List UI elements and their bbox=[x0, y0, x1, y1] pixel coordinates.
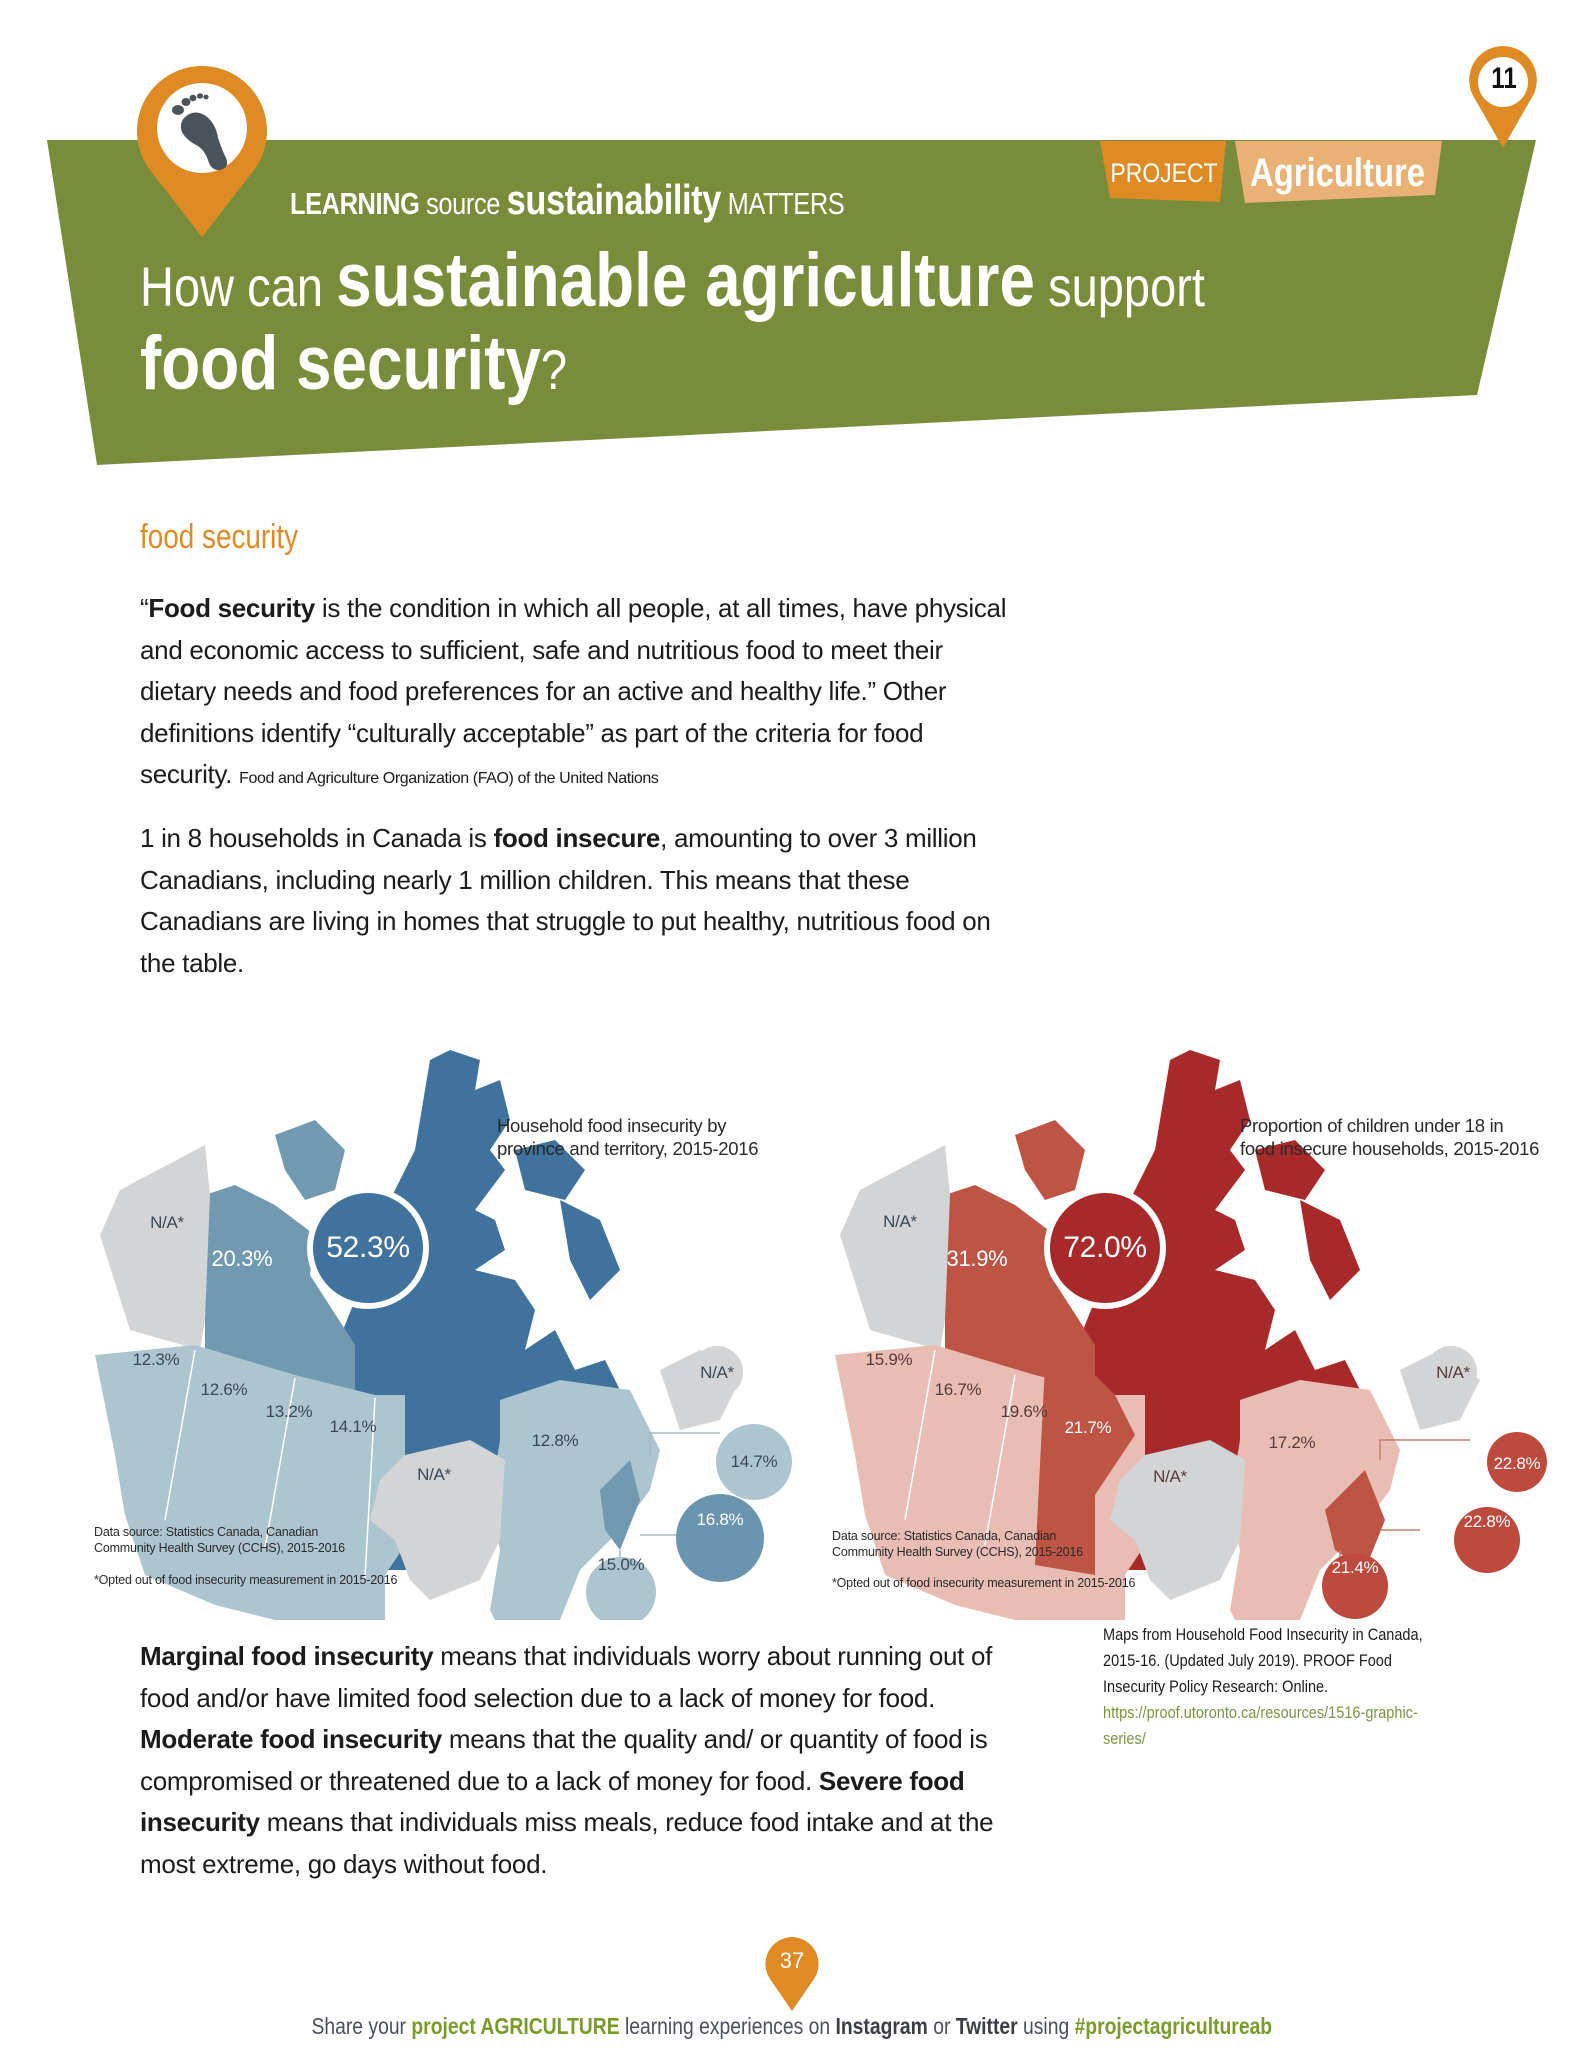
yukon-region-red bbox=[840, 1145, 950, 1350]
marginal-text: means that individuals worry about running out of food and/or have limited food selection due to a lack of money for food. bbox=[140, 1641, 993, 1713]
yukon-region bbox=[100, 1145, 210, 1350]
citation-link[interactable]: https://proof.utoronto.ca/resources/1516-graphic-series/ bbox=[1103, 1704, 1418, 1748]
citation-text: Maps from Household Food Insecurity in Canada, 2015-16. (Updated July 2019). PROOF Food Insecurity Policy Research: Online. bbox=[1103, 1626, 1423, 1696]
title-part-1: How can bbox=[140, 255, 337, 318]
nova-scotia-value-red: 22.8% bbox=[1463, 1512, 1511, 1531]
yukon-value: N/A* bbox=[150, 1213, 184, 1232]
quote-mark: “ bbox=[140, 593, 149, 623]
footer-hashtag[interactable]: #projectagricultureab bbox=[1074, 2013, 1272, 2039]
manitoba-value: 14.1% bbox=[329, 1417, 377, 1436]
footer-project: project AGRICULTURE bbox=[411, 2013, 620, 2039]
term-moderate: Moderate food insecurity bbox=[140, 1724, 442, 1754]
page-title bbox=[140, 238, 1205, 416]
left-source-line-1: Data source: Statistics Canada, Canadian bbox=[94, 1525, 319, 1539]
nwt-value-red: 31.9% bbox=[946, 1246, 1008, 1271]
new-brunswick-value: 15.0% bbox=[597, 1555, 645, 1574]
tagline-learning: LEARNING bbox=[290, 186, 420, 221]
nova-scotia-value: 16.8% bbox=[696, 1510, 744, 1529]
left-map-footnote: *Opted out of food insecurity measurement in 2015-2016 bbox=[94, 1573, 398, 1587]
footer-share: Share your bbox=[311, 2013, 412, 2039]
term-marginal: Marginal food insecurity bbox=[140, 1641, 434, 1671]
new-brunswick-value-red: 21.4% bbox=[1331, 1558, 1379, 1577]
footer-or: or bbox=[927, 2013, 956, 2039]
manitoba-value-red: 21.7% bbox=[1064, 1418, 1112, 1437]
page-number: 37 bbox=[779, 1948, 805, 1973]
project-tab-label: PROJECT bbox=[1110, 157, 1218, 188]
term-food-insecure: food insecure bbox=[493, 823, 661, 853]
food-insecure-stat bbox=[140, 818, 1020, 984]
tagline-matters: MATTERS bbox=[727, 186, 845, 221]
left-map-title bbox=[497, 1114, 758, 1160]
alberta-value-red: 16.7% bbox=[934, 1380, 982, 1399]
footer-mid: learning experiences on bbox=[619, 2013, 836, 2039]
chapter-number: 11 bbox=[1491, 62, 1517, 95]
definition-text: is the condition in which all people, at all times, have physical and economic access to sufficient, safe and nutritious food to meet their dietary needs and food preferences for an active and healthy life.” Other definitions identify “culturally acceptable” as part of the criteria for food security. bbox=[140, 593, 1007, 789]
quebec-value: 12.8% bbox=[531, 1431, 579, 1450]
stat-text-2: , amounting to over 3 million Canadians, including nearly 1 million children. This means that these Canadians are living in homes that struggle to put healthy, nutritious food on the table. bbox=[140, 823, 991, 978]
food-security-definition bbox=[140, 588, 1020, 800]
map-citation bbox=[1103, 1622, 1455, 1752]
nunavut-value-red: 72.0% bbox=[1063, 1231, 1147, 1264]
newfoundland-value: N/A* bbox=[700, 1363, 734, 1382]
ontario-value-red: N/A* bbox=[1153, 1467, 1187, 1486]
title-part-4: food security bbox=[140, 321, 541, 406]
left-map-data-source bbox=[94, 1524, 345, 1556]
right-map-title bbox=[1240, 1114, 1539, 1160]
bc-value-red: 15.9% bbox=[865, 1350, 913, 1369]
tagline-sustainability: sustainability bbox=[506, 176, 721, 223]
ontario-value: N/A* bbox=[417, 1465, 451, 1484]
page-number-pin-icon bbox=[762, 1935, 822, 2015]
quebec-value-red: 17.2% bbox=[1268, 1433, 1316, 1452]
term-food-security: Food security bbox=[148, 593, 315, 623]
footer-using: using bbox=[1017, 2013, 1075, 2039]
right-source-line-2: Community Health Survey (CCHS), 2015-2016 bbox=[832, 1545, 1083, 1559]
saskatchewan-value: 13.2% bbox=[265, 1402, 313, 1421]
title-part-5: ? bbox=[540, 338, 568, 401]
tagline-source: source bbox=[426, 186, 500, 221]
footer-instagram[interactable]: Instagram bbox=[835, 2013, 928, 2039]
alberta-value: 12.6% bbox=[200, 1380, 248, 1399]
nunavut-value: 52.3% bbox=[326, 1231, 410, 1264]
severe-text: means that individuals miss meals, reduce food intake and at the most extreme, go days without food. bbox=[140, 1807, 994, 1879]
title-part-3: support bbox=[1034, 255, 1205, 318]
right-source-line-1: Data source: Statistics Canada, Canadian bbox=[832, 1529, 1057, 1543]
stat-text-1: 1 in 8 households in Canada is bbox=[140, 823, 494, 853]
saskatchewan-value-red: 19.6% bbox=[1000, 1402, 1048, 1421]
definition-source: Food and Agriculture Organization (FAO) of the United Nations bbox=[239, 770, 659, 787]
right-map-title-line-1: Proportion of children under 18 in bbox=[1240, 1115, 1504, 1136]
right-map-footnote: *Opted out of food insecurity measurement in 2015-2016 bbox=[832, 1576, 1136, 1590]
left-source-line-2: Community Health Survey (CCHS), 2015-2016 bbox=[94, 1541, 345, 1555]
pei-value-red: 22.8% bbox=[1493, 1454, 1541, 1473]
title-part-2: sustainable agriculture bbox=[336, 238, 1035, 323]
left-map-title-line-2: province and territory, 2015-2016 bbox=[497, 1138, 759, 1159]
footer-share-line bbox=[0, 2013, 1583, 2040]
footer-twitter[interactable]: Twitter bbox=[955, 2013, 1018, 2039]
newfoundland-value-red: N/A* bbox=[1436, 1363, 1470, 1382]
right-map-title-line-2: food insecure households, 2015-2016 bbox=[1240, 1138, 1540, 1159]
term-severe: Severe food insecurity bbox=[140, 1765, 965, 1837]
section-title: food security bbox=[140, 518, 299, 556]
nwt-value: 20.3% bbox=[211, 1246, 273, 1271]
bc-value: 12.3% bbox=[132, 1350, 180, 1369]
series-tagline bbox=[290, 176, 844, 224]
food-insecurity-levels bbox=[140, 1636, 1020, 1885]
left-map-title-line-1: Household food insecurity by bbox=[497, 1115, 727, 1136]
pei-value: 14.7% bbox=[730, 1452, 778, 1471]
moderate-text: means that the quality and/ or quantity of food is compromised or threatened due to a lack of money for food. bbox=[140, 1724, 988, 1796]
agriculture-tab-label: Agriculture bbox=[1250, 150, 1425, 195]
yukon-value-red: N/A* bbox=[883, 1212, 917, 1231]
right-map-data-source bbox=[832, 1528, 1083, 1560]
